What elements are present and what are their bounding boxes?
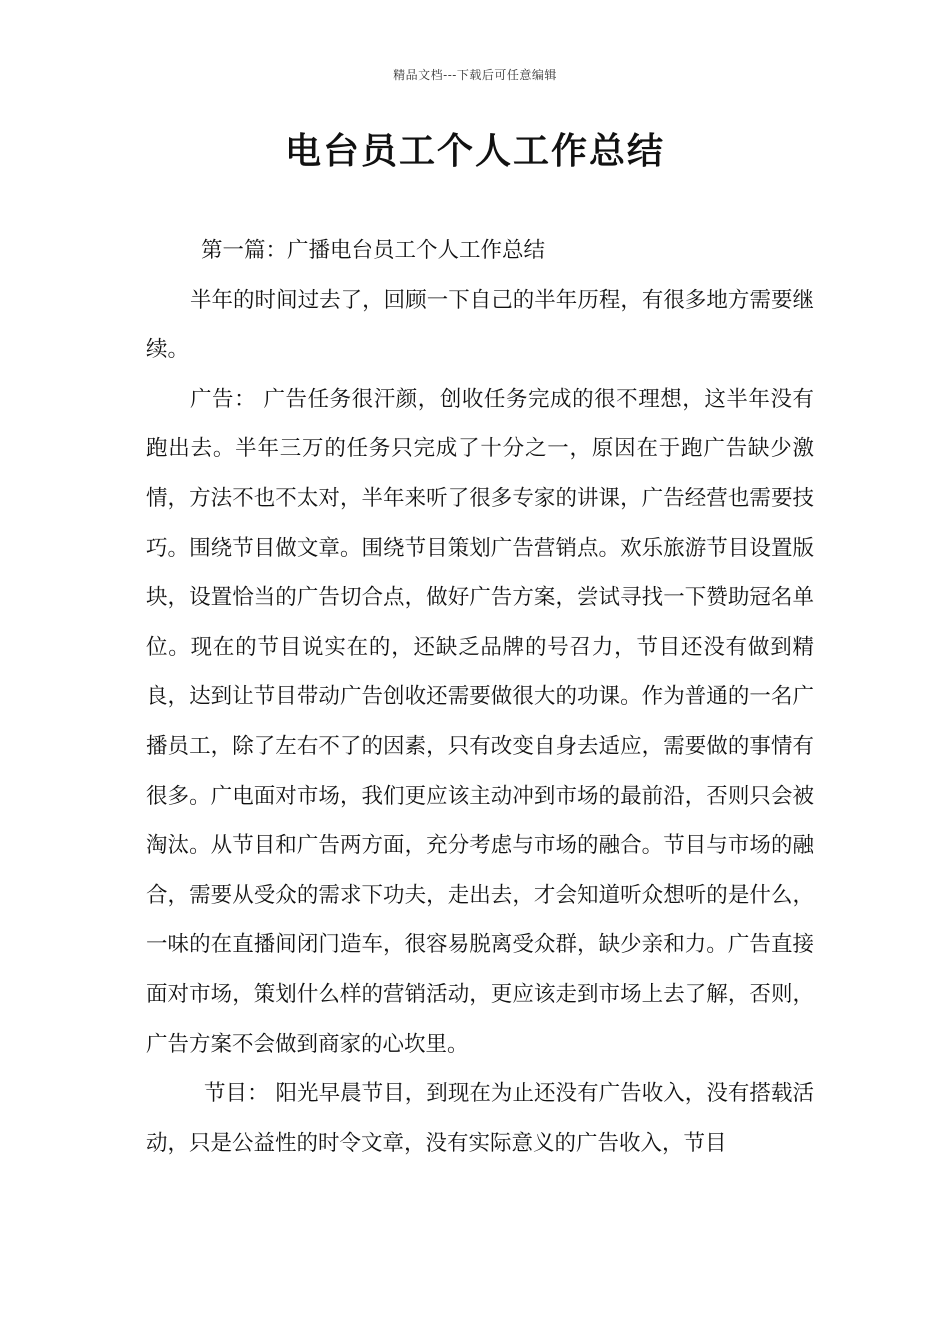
paragraph-programs: 节目： 阳光早晨节目，到现在为止还没有广告收入，没有搭载活动，只是公益性的时令文章，没有实际意义的广告收入，节目 — [146, 1081, 814, 1156]
paragraph-advertising: 广告： 广告任务很汗颜，创收任务完成的很不理想，这半年没有跑出去。半年三万的任务只完成了十分之一，原因在于跑广告缺少激情，方法不也不太对，半年来听了很多专家的讲课，广告经营也需要技巧。围绕节目做文章。围绕节目策划广告营销点。欢乐旅游节目设置版块，设置恰当的广告切合点，做好广告方案，尝试寻找一下赞助冠名单位。现在的节目说实在的，还缺乏品牌的号召力，节目还没有做到精良，达到让节目带动广告创收还需要做很大的功课。作为普通的一名广播员工，除了左右不了的因素，只有改变自身去适应，需要做的事情有很多。广电面对市场，我们更应该主动冲到市场的最前沿，否则只会被淘汰。从节目和广告两方面，充分考虑与市场的融合。节目与市场的融合，需要从受众的需求下功夫，走出去，才会知道听众想听的是什么，一味的在直播间闭门造车，很容易脱离受众群，缺少亲和力。广告直接面对市场，策划什么样的营销活动，更应该走到市场上去了解，否则，广告方案不会做到商家的心坎里。 — [146, 386, 814, 1057]
document-title: 电台员工个人工作总结 — [284, 131, 665, 172]
paragraph-intro: 半年的时间过去了，回顾一下自己的半年历程，有很多地方需要继续。 — [146, 287, 814, 363]
document-body — [146, 226, 814, 1168]
header-note: 精品文档---下载后可任意编辑 — [393, 68, 557, 82]
section-heading: 第一篇：广播电台员工个人工作总结 — [201, 238, 546, 263]
